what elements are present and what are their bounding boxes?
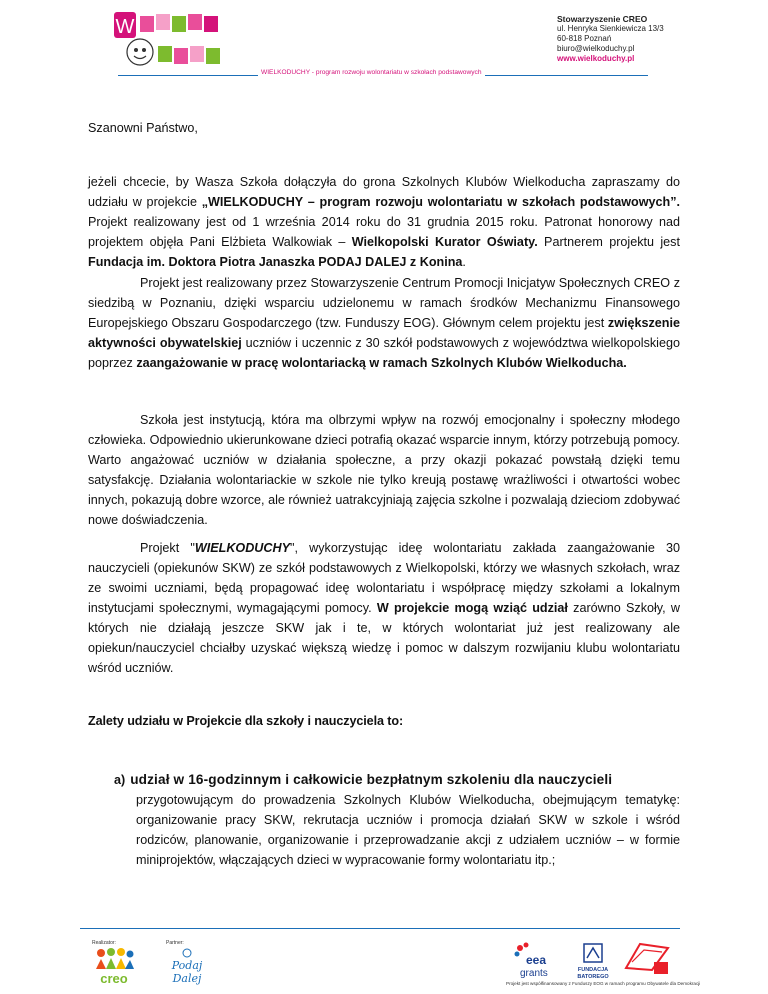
paragraph-3: Szkoła jest instytucją, która ma olbrzymi wpływ na rozwój emocjonalny i społeczny młodego człowieka. Odpowiednio ukierunkowane dzieci potrafią okazać wsparcie innym, którzy potrzebują pomocy. Warto angażować uczniów w działania społeczne, a przy okazji pokazać powstałą dzięki temu satysfakcję. Działania wolontariackie w szkole nie tylko kreują postawę wrażliwości i otwartości wobec innych, pokazują dobre wzorce, ale również uatrakcyjniają zajęcia szkolne i pozwalają dzieciom zdobywać nowe doświadczenia.	[88, 413, 680, 527]
paragraph-4: Projekt "WIELKODUCHY", wykorzystując ideę wolontariatu zakłada zaangażowanie 30 nauczycieli (opiekunów SKW) ze szkół podstawowych z Wielkopolski, którzy we własnych szkołach, wraz ze swoimi uczniami, będą propagować ideę wolontariatu i współpracę między szkołami a lokalnym instytucjami społecznymi, wymagającymi pomocy. W projekcie mogą wziąć udział zarówno Szkoły, w których nie działają jeszcze SKW jak i te, w których wolontariat już jest realizowany ale opiekun/nauczyciel chciałby uzyskać większą wiedzę i pomoc w dalszym rozwijaniu klubu wolontariatu wśród uczniów.	[88, 541, 681, 675]
benefit-item-a	[114, 770, 680, 870]
creo-logo	[92, 947, 136, 987]
list-marker: a)	[114, 773, 126, 787]
red-flag-logo	[622, 940, 672, 978]
eea-logo-text-2: grants	[520, 968, 548, 979]
label-partner: Partner:	[166, 940, 184, 946]
benefit-description: przygotowującym do prowadzenia Szkolnych Klubów Wielkoducha, obejmującym tematykę: organizowanie pracy SKW, rekrutacja uczniów i promocja działań SKW w szkole i wśród rodziców, planowanie, organizowanie i przeprowadzanie akcji z udziałem uczniów – w formie miniprojektów, włączających dzieci w wypracowanie formy wolontariatu itp.;	[136, 793, 680, 867]
benefits-heading: Zalety udziału w Projekcie dla szkoły i nauczyciela to:	[88, 714, 404, 728]
label-realizator: Realizator:	[92, 940, 116, 946]
footer-divider	[80, 928, 680, 929]
creo-logo-text: creo	[100, 971, 128, 986]
podaj-logo-text-1: Podaj	[171, 959, 203, 972]
org-website: www.wielkoduchy.pl	[557, 54, 635, 63]
eea-logo-text-1: eea	[526, 953, 547, 967]
batorego-logo-text-2: BATOREGO	[577, 974, 609, 980]
paragraph-1: jeżeli chcecie, by Wasza Szkoła dołączyła do grona Szkolnych Klubów Wielkoducha zapraszamy do udziału w projekcie „WIELKODUCHY – program rozwoju wolontariatu w szkołach podstawowych”. Projekt realizowany jest od 1 września 2014 roku do 31 grudnia 2015 roku. Patronat honorowy nad projektem objęła Pani Elżbieta Walkowiak – Wielkopolski Kurator Oświaty. Partnerem projektu jest Fundacja im. Doktora Piotra Janaszka PODAJ DALEJ z Konina.	[88, 175, 680, 269]
eea-grants-logo	[512, 940, 566, 980]
footer-note: Projekt jest współfinansowany z Funduszy EOG w ramach programu Obywatele dla Demokracji	[506, 981, 701, 986]
org-city: 60-818 Poznań	[557, 34, 612, 43]
wielkoduchy-logo	[112, 8, 232, 72]
fundacja-batorego-logo	[572, 942, 614, 980]
org-email: biuro@wielkoduchy.pl	[557, 44, 635, 53]
podaj-dalej-logo	[166, 947, 208, 987]
org-name: Stowarzyszenie CREO	[557, 14, 648, 24]
organization-address	[557, 14, 664, 64]
svg-text:W: W	[115, 16, 135, 38]
podaj-logo-text-2: Dalej	[172, 972, 202, 985]
org-street: ul. Henryka Sienkiewicza 13/3	[557, 24, 664, 33]
benefit-lead: udział w 16-godzinnym i całkowicie bezpłatnym szkoleniu dla nauczycieli	[130, 772, 613, 787]
paragraph-2: Projekt jest realizowany przez Stowarzyszenie Centrum Promocji Inicjatyw Społecznych CREO z siedzibą w Poznaniu, dzięki wsparciu udzielonemu w ramach środków Mechanizmu Finansowego Europejskiego Obszaru Gospodarczego (tzw. Funduszy EOG). Głównym celem projektu jest zwiększenie aktywności obywatelskiej uczniów i uczennic z 30 szkół podstawowych z województwa wielkopolskiego poprzez zaangażowanie w pracę wolontariacką w ramach Szkolnych Klubów Wielkoducha.	[88, 276, 680, 370]
batorego-logo-text-1: FUNDACJA	[577, 967, 609, 973]
header-tagline: WIELKODUCHY - program rozwoju wolontariatu w szkołach podstawowych	[258, 69, 485, 76]
greeting: Szanowni Państwo,	[88, 121, 198, 135]
